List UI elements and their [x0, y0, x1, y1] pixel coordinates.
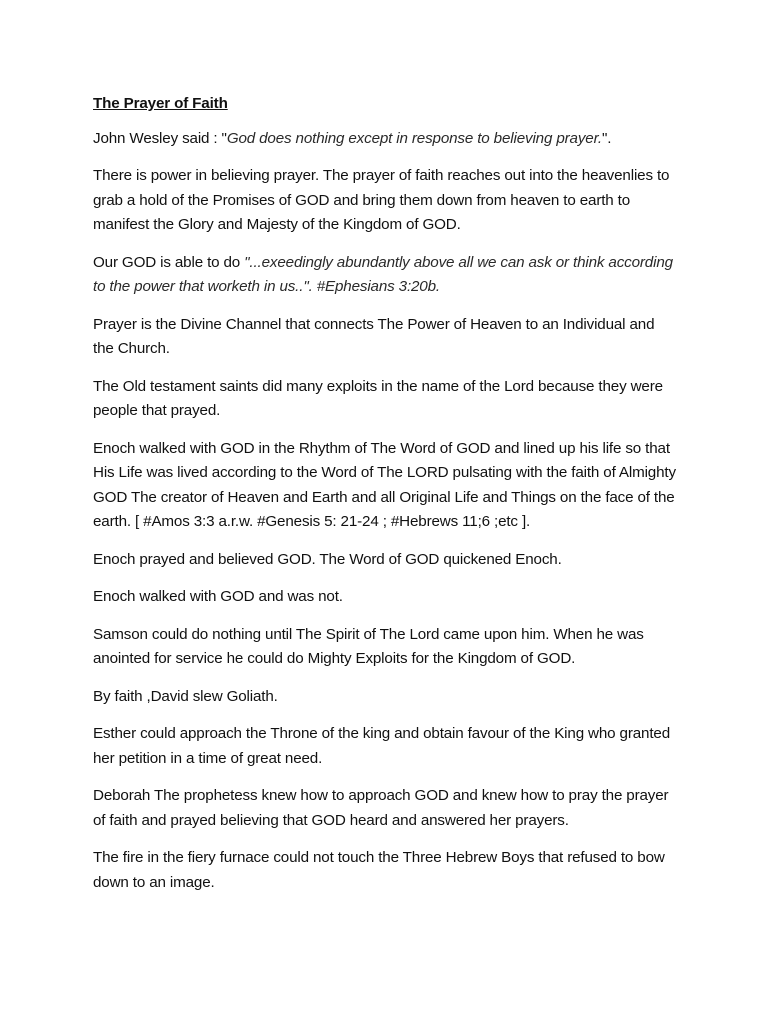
- wesley-quote: God does nothing except in response to believing prayer.: [226, 129, 603, 147]
- paragraph-ephesians: [93, 251, 678, 300]
- paragraph-tail: ".: [602, 129, 612, 147]
- paragraph-david: By faith ,David slew Goliath.: [93, 687, 278, 705]
- ephesians-quote: "...exeedingly abundantly above all we can ask or think according to the power that worketh in us..". #Ephesians 3:20b.: [93, 253, 673, 295]
- paragraph-deborah: Deborah The prophetess knew how to approach GOD and knew how to pray the prayer of faith and prayed believing that GOD heard and answered her prayers.: [93, 787, 669, 829]
- paragraph-power-of-prayer: There is power in believing prayer. The prayer of faith reaches out into the heavenlies to grab a hold of the Promises of GOD and bring them down from heaven to earth to manifest the Glory and Majesty of the Kingdom of GOD.: [93, 167, 670, 233]
- document-page: [93, 92, 678, 908]
- paragraph-esther: Esther could approach the Throne of the king and obtain favour of the King who granted her petition in a time of great need.: [93, 725, 671, 767]
- document-title: The Prayer of Faith: [93, 95, 228, 112]
- paragraph-old-testament-saints: The Old testament saints did many exploits in the name of the Lord because they were people that prayed.: [93, 377, 663, 419]
- paragraph-lead: John Wesley said : ": [93, 129, 227, 147]
- paragraph-enoch-was-not: Enoch walked with GOD and was not.: [93, 588, 343, 605]
- paragraph-hebrew-boys: The fire in the fiery furnace could not touch the Three Hebrew Boys that refused to bow down to an image.: [93, 849, 665, 891]
- paragraph-samson: Samson could do nothing until The Spirit of The Lord came upon him. When he was anointed for service he could do Mighty Exploits for the Kingdom of GOD.: [93, 625, 644, 667]
- paragraph-enoch-walked: Enoch walked with GOD in the Rhythm of The Word of GOD and lined up his life so that His Life was lived according to the Word of The LORD pulsating with the faith of Almighty GOD The creator of Heaven and Earth and all Original Life and Things on the face of the earth. [ #Amos 3:3 a.r.w. #Genesis 5: 21-24 ; #Hebrews 11;6 ;etc ].: [93, 439, 676, 530]
- paragraph-wesley-quote: [93, 127, 678, 152]
- paragraph-divine-channel: Prayer is the Divine Channel that connects The Power of Heaven to an Individual and the Church.: [93, 315, 655, 357]
- paragraph-lead: Our GOD is able to do: [93, 253, 245, 271]
- paragraph-enoch-believed: Enoch prayed and believed GOD. The Word of GOD quickened Enoch.: [93, 550, 562, 568]
